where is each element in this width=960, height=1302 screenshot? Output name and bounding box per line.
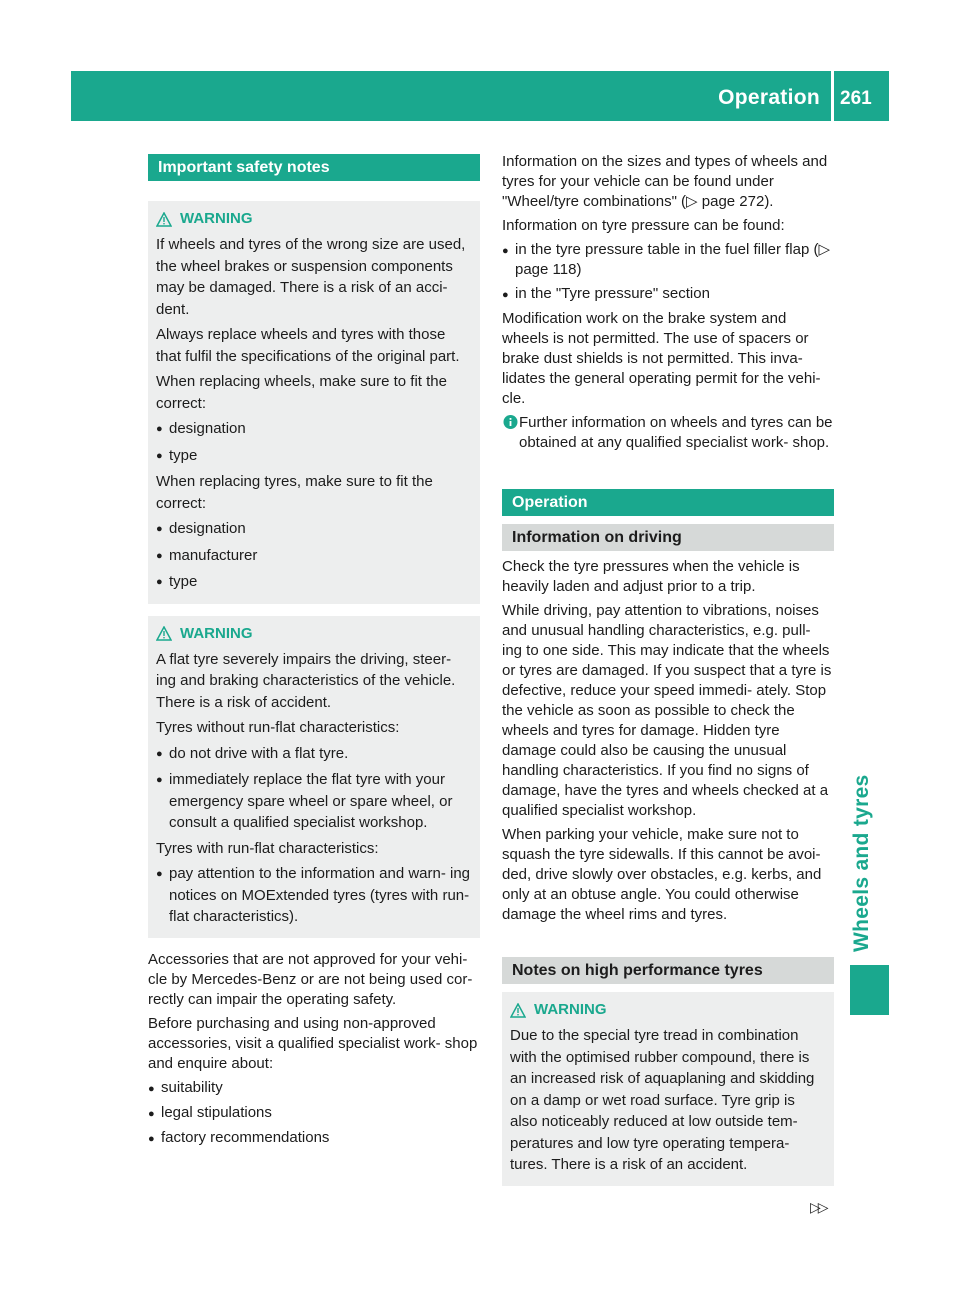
list-item	[156, 445, 472, 468]
list-item-text: in the tyre pressure table in the fuel filler flap (▷ page 118)	[515, 241, 831, 278]
left-column	[148, 154, 480, 1153]
warning-box-wrong-size	[148, 201, 480, 604]
warning-heading	[156, 208, 472, 230]
page-number: 261	[840, 88, 872, 109]
list-item-text: factory recommendations	[161, 1128, 330, 1146]
warning-triangle-icon	[156, 212, 172, 227]
right-column	[502, 152, 834, 1186]
list-item-text: immediately replace the flat tyre with your emergency spare wheel or spare wheel, or consult a qualified specialist workshop.	[169, 771, 453, 831]
paragraph: If wheels and tyres of the wrong size are used, the wheel brakes or suspension components may be damaged. There is a risk of an acci- dent.	[156, 236, 466, 318]
subsection-heading-driving: Information on driving	[502, 524, 834, 551]
bullet-icon: ●	[148, 1107, 155, 1120]
warning-box-high-performance	[502, 992, 834, 1186]
list-item	[156, 545, 472, 568]
paragraph: A flat tyre severely impairs the driving, steer- ing and braking characteristics of the vehicle. There is a risk of accident.	[156, 650, 456, 711]
warning-box-flat-tyre	[148, 616, 480, 938]
info-text: Further information on wheels and tyres can be obtained at any qualified specialist work- shop.	[519, 414, 833, 451]
info-icon	[502, 415, 519, 429]
list-item	[156, 518, 472, 541]
side-tab-label: Wheels and tyres	[850, 774, 873, 952]
paragraph: Accessories that are not approved for your vehi- cle by Mercedes-Benz or are not being used cor- rectly can impair the operating safety.	[148, 950, 473, 1008]
paragraph: Tyres without run-flat characteristics:	[156, 719, 400, 736]
list-item-text: in the "Tyre pressure" section	[515, 285, 710, 302]
bullet-icon: ●	[156, 747, 163, 760]
list-item-text: designation	[169, 420, 246, 437]
list-item	[156, 418, 472, 441]
info-note	[502, 413, 834, 453]
list-item	[148, 1128, 480, 1149]
warning-triangle-icon	[156, 626, 172, 641]
bullet-icon: ●	[156, 868, 163, 880]
list-item-text: pay attention to the information and warn- ing notices on MOExtended tyres (tyres with run-flat characteristics).	[169, 865, 471, 925]
list-item-text: type	[169, 446, 198, 464]
bullet-icon: ●	[156, 523, 163, 535]
bullet-icon: ●	[148, 1082, 155, 1095]
paragraph: When replacing tyres, make sure to fit the correct:	[156, 473, 433, 512]
warning-label: WARNING	[180, 624, 253, 642]
section-heading-operation: Operation	[502, 489, 834, 516]
list-item	[156, 743, 472, 766]
paragraph: Modification work on the brake system and wheels is not permitted. The use of spacers or brake dust shields is not permitted. This inva- lidates the general operating permit for the vehi- cle.	[502, 310, 821, 407]
list-item	[156, 571, 472, 594]
paragraph: Always replace wheels and tyres with those that fulfil the specifications of the original part.	[156, 326, 460, 365]
list-item	[156, 863, 472, 928]
header-divider	[831, 71, 834, 121]
list-item-text: type	[169, 573, 198, 590]
bullet-icon: ●	[156, 774, 163, 786]
bullet-icon: ●	[156, 576, 163, 588]
list-item-text: do not drive with a flat tyre.	[169, 744, 349, 762]
warning-heading	[510, 999, 826, 1021]
continue-marker: ▷▷	[810, 1199, 826, 1215]
section-heading-safety: Important safety notes	[148, 154, 480, 181]
warning-label: WARNING	[180, 210, 253, 227]
list-item-text: designation	[169, 520, 246, 537]
page-title: Operation	[718, 86, 820, 109]
warning-triangle-icon	[510, 1003, 526, 1018]
list-item	[502, 240, 834, 280]
list-item	[156, 769, 472, 834]
bullet-icon: ●	[502, 289, 509, 301]
list-item-text: manufacturer	[169, 546, 258, 564]
paragraph: Check the tyre pressures when the vehicle is heavily laden and adjust prior to a trip.	[502, 558, 800, 595]
paragraph: Due to the special tyre tread in combination with the optimised rubber compound, there is an increased risk of aquaplaning and skidding on a damp or wet road surface. Tyre grip is also noticeably reduced at low outside tem- peratures and low tyre operating tempera- tures. There is a risk of an accident.	[510, 1027, 815, 1173]
bullet-icon: ●	[502, 245, 509, 257]
list-item-text: suitability	[161, 1078, 223, 1096]
paragraph: Information on tyre pressure can be found:	[502, 217, 785, 234]
paragraph: Information on the sizes and types of wheels and tyres for your vehicle can be found under "Wheel/tyre combinations" (▷ page 272).	[502, 153, 828, 210]
bullet-icon: ●	[156, 549, 163, 562]
subsection-heading-high-performance: Notes on high performance tyres	[502, 957, 834, 984]
warning-heading	[156, 623, 472, 645]
paragraph: While driving, pay attention to vibrations, noises and unusual handling characteristics, e.g. pull- ing to one side. This may indicate that the wheels or tyres are damaged. If you suspect that a tyre is defective, reduce your speed immedi- ately. Stop the vehicle as soon as possible to check the wheels and tyres for damage. Hidden tyre damage could also be causing the unusual handling characteristics. If you find no signs of damage, have the tyres and wheels checked at a qualified specialist workshop.	[502, 602, 832, 819]
side-tab-marker	[850, 965, 889, 1015]
list-item-text: legal stipulations	[161, 1103, 272, 1121]
warning-label: WARNING	[534, 1001, 607, 1018]
bullet-icon: ●	[156, 449, 163, 462]
paragraph: Tyres with run-flat characteristics:	[156, 839, 379, 857]
list-item	[148, 1103, 480, 1124]
bullet-icon: ●	[148, 1132, 155, 1145]
list-item	[502, 284, 834, 305]
list-item	[148, 1078, 480, 1099]
paragraph: When parking your vehicle, make sure not to squash the tyre sidewalls. If this cannot be avoi- ded, drive slowly over obstacles, e.g. kerbs, and only at an obtuse angle. You could otherwise damage the wheel rims and tyres.	[502, 826, 822, 923]
paragraph: When replacing wheels, make sure to fit the correct:	[156, 373, 447, 412]
bullet-icon: ●	[156, 423, 163, 435]
paragraph: Before purchasing and using non-approved accessories, visit a qualified specialist work- shop and enquire about:	[148, 1014, 478, 1072]
